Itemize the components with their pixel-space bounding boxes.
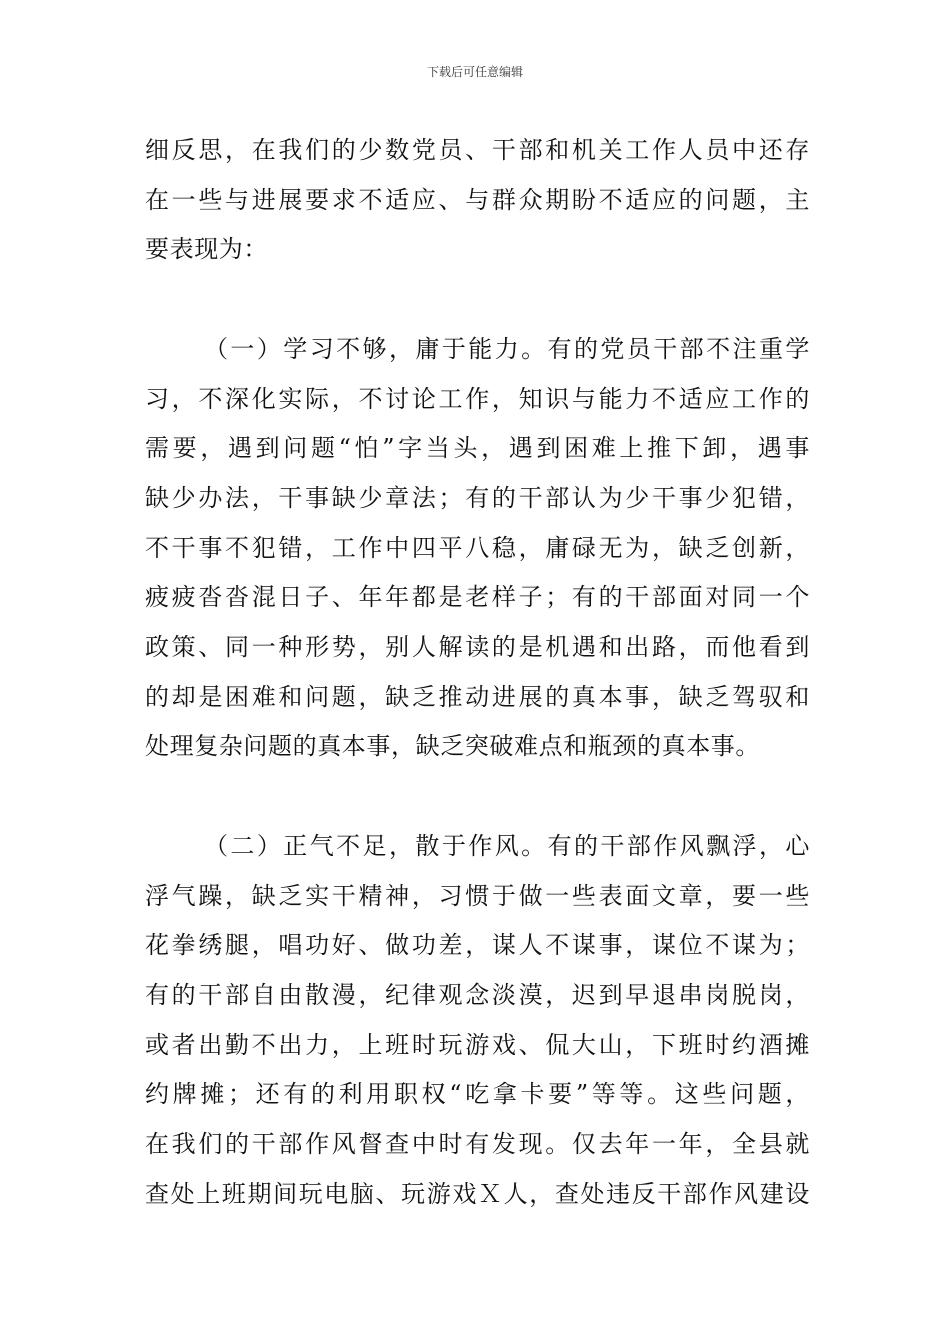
text-line: 政策、同一种形势，别人解读的是机遇和出路，而他看到 [145, 633, 810, 662]
text-line: （二）正气不足，散于作风。有的干部作风飘浮，心 [204, 831, 810, 860]
text-line: 不干事不犯错，工作中四平八稳，庸碌无为，缺乏创新， [145, 533, 810, 562]
paragraph-gap [145, 275, 810, 325]
text-line: 约牌摊；还有的利用职权“吃拿卡要”等等。这些问题， [145, 1080, 810, 1109]
text-line: 在一些与进展要求不适应、与群众期盼不适应的问题，主 [145, 185, 810, 214]
document-body [145, 126, 810, 1219]
text-line: 需要，遇到问题“怕”字当头，遇到困难上推下卸，遇事 [145, 434, 810, 463]
text-line: 细反思，在我们的少数党员、干部和机关工作人员中还存 [145, 136, 810, 164]
text-line: 习，不深化实际，不讨论工作，知识与能力不适应工作的 [145, 384, 810, 413]
text-line: 有的干部自由散漫，纪律观念淡漠，迟到早退串岗脱岗， [145, 980, 810, 1009]
text-line: 的却是困难和问题，缺乏推动进展的真本事，缺乏驾驭和 [145, 682, 810, 711]
text-line: 处理复杂问题的真本事，缺乏突破难点和瓶颈的真本事。 [145, 732, 760, 761]
text-line: 在我们的干部作风督查中时有发现。仅去年一年，全县就 [145, 1130, 810, 1159]
paragraph-section-1 [145, 325, 810, 772]
text-line: 浮气躁，缺乏实干精神，习惯于做一些表面文章，要一些 [145, 881, 810, 910]
page-header-note: 下载后可任意编辑 [426, 65, 523, 79]
text-line: 花拳绣腿，唱功好、做功差，谋人不谋事，谋位不谋为； [145, 931, 810, 960]
text-line: （一）学习不够，庸于能力。有的党员干部不注重学 [204, 334, 810, 363]
paragraph-gap [145, 772, 810, 822]
text-line: 缺少办法，干事缺少章法；有的干部认为少干事少犯错， [145, 483, 810, 512]
text-line: 或者出勤不出力，上班时玩游戏、侃大山，下班时约酒摊 [145, 1030, 810, 1059]
text-line: 要表现为： [145, 235, 268, 264]
paragraph-intro [145, 126, 810, 275]
text-line: 疲疲沓沓混日子、年年都是老样子；有的干部面对同一个 [145, 583, 810, 612]
paragraph-section-2 [145, 822, 810, 1220]
text-line: 查处上班期间玩电脑、玩游戏Ｘ人，查处违反干部作风建设 [145, 1179, 810, 1208]
